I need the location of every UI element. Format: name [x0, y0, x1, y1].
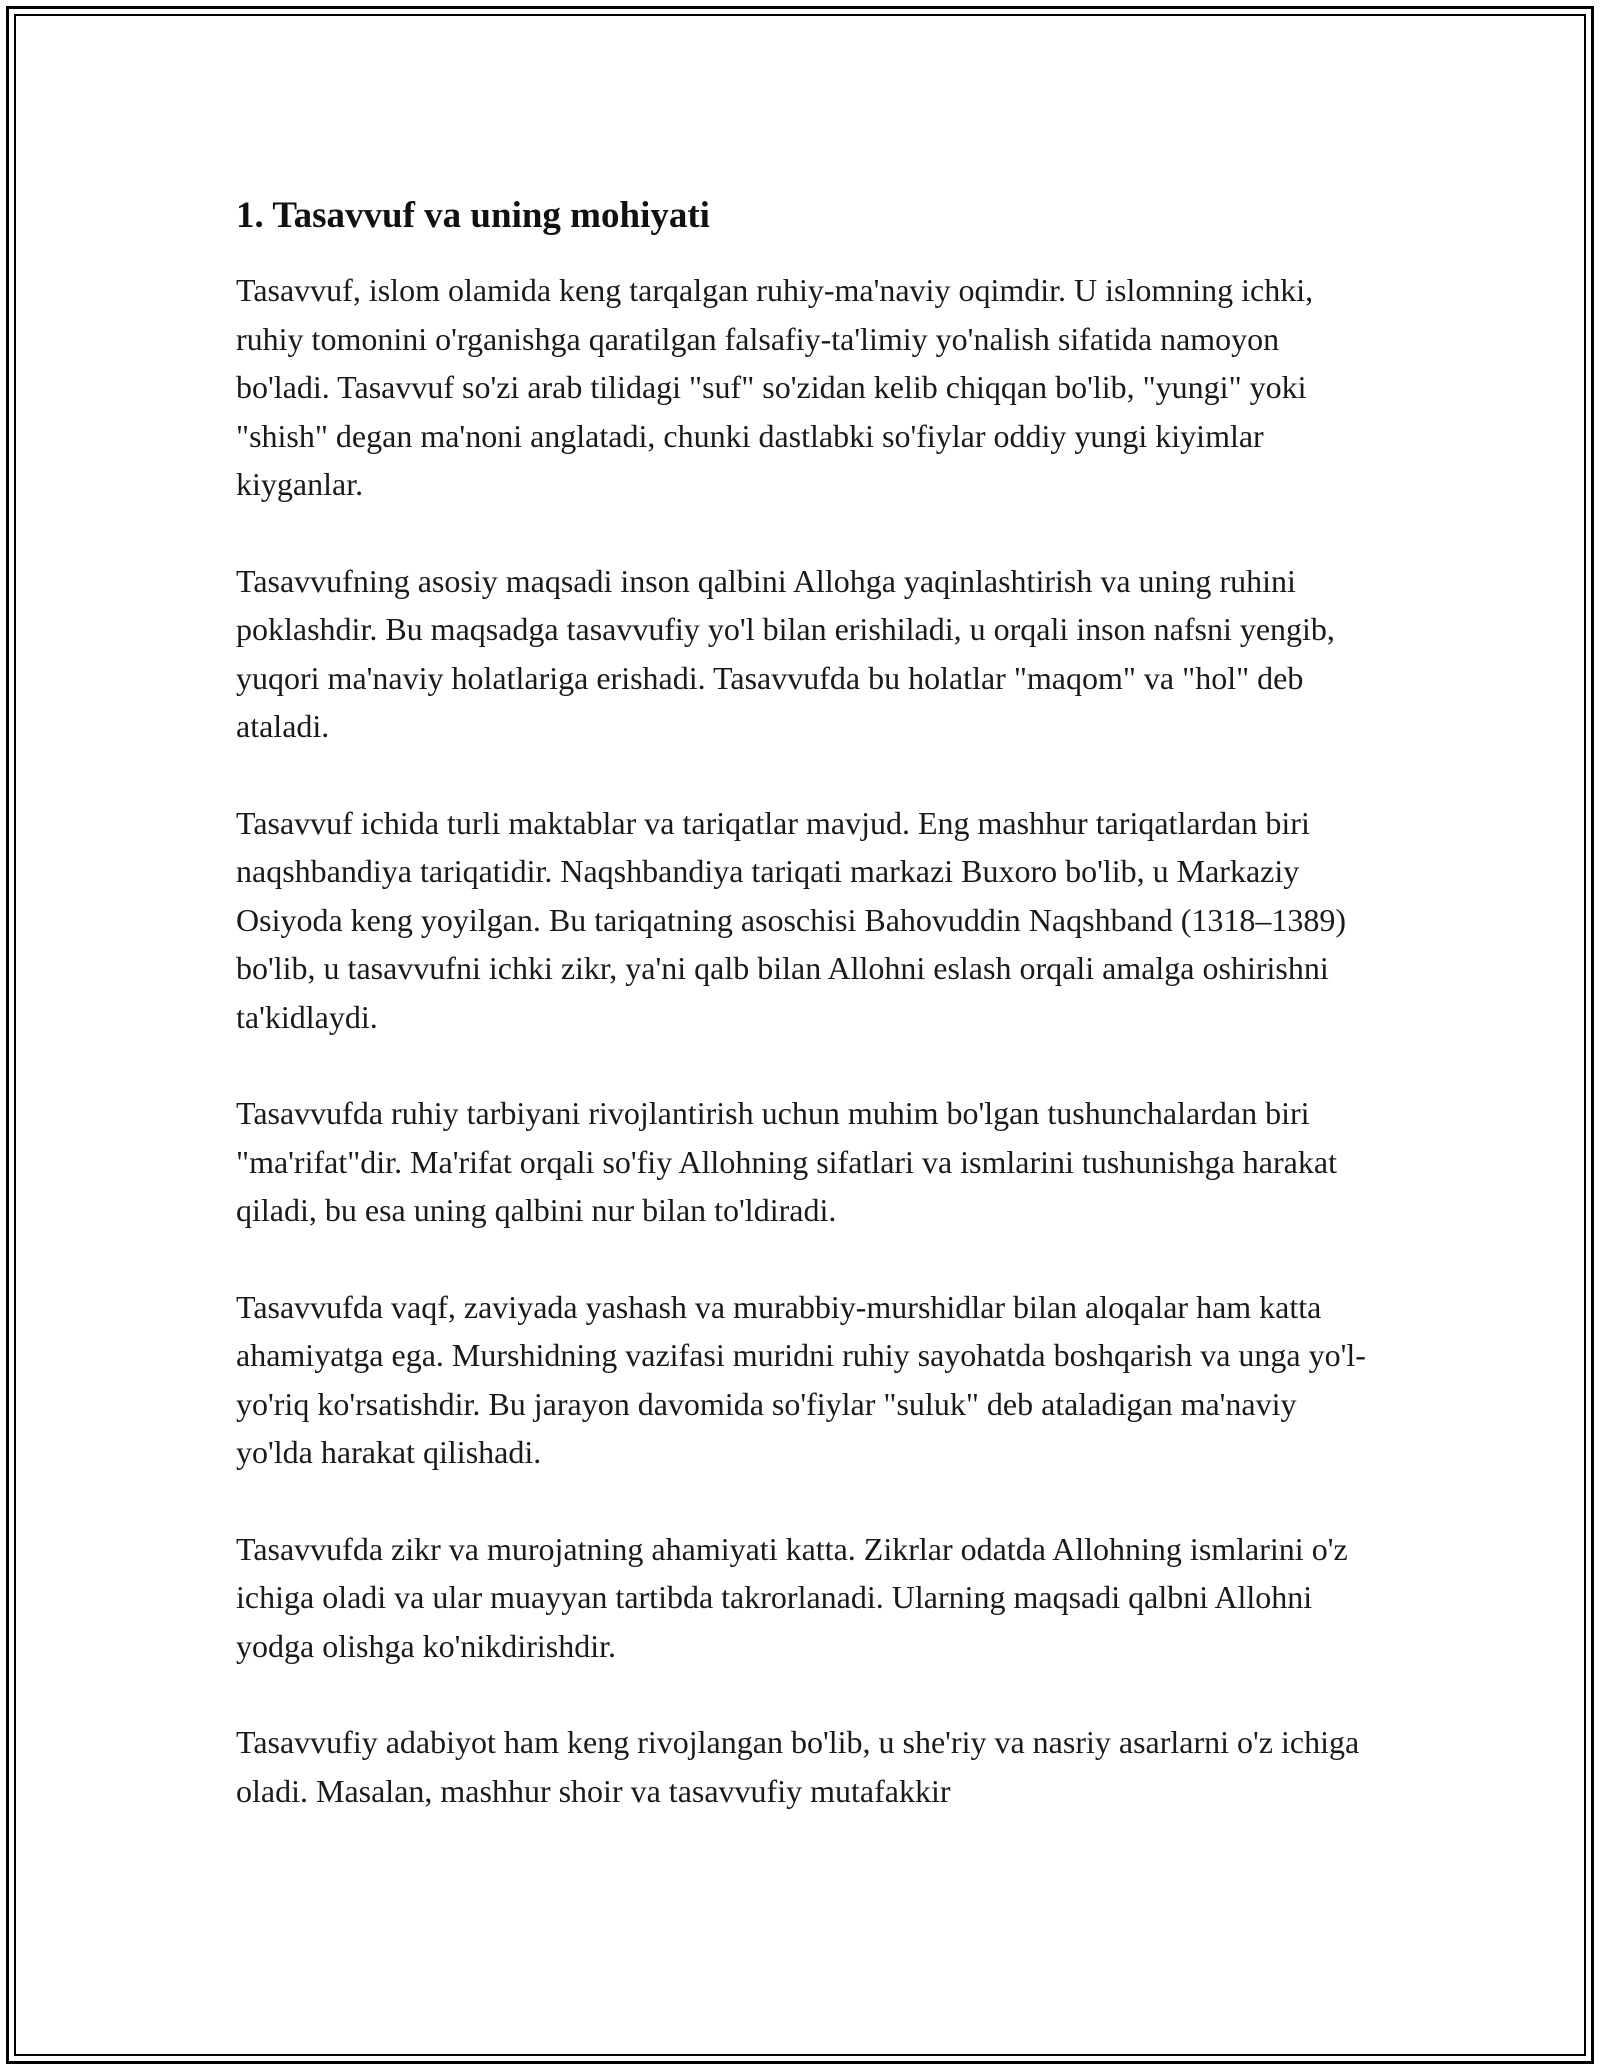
section-heading: 1. Tasavvuf va uning mohiyati — [236, 195, 710, 236]
paragraph-7: Tasavvufiy adabiyot ham keng rivojlangan bo'lib, u she'riy va nasriy asarlarni o'z ichiga oladi. Masalan, mashhur shoir va tasavvufiy mutafakkir — [236, 1724, 1360, 1809]
paragraph-6: Tasavvufda zikr va murojatning ahamiyati katta. Zikrlar odatda Allohning ismlarini o'z ichiga oladi va ular muayyan tartibda takrorlanadi. Ularning maqsadi qalbni Allohni yodga olishga ko'nikdirishdir. — [236, 1530, 1348, 1664]
document-body — [236, 188, 1376, 1863]
paragraph-5: Tasavvufda vaqf, zaviyada yashash va murabbiy-murshidlar bilan aloqalar ham katta ahamiyatga ega. Murshidning vazifasi muridni ruhiy sayohatda boshqarish va unga yo'l-yo'riq ko'rsatishdir. Bu jarayon davomida so'fiylar "suluk" deb ataladigan ma'naviy yo'lda harakat qilishadi. — [236, 1288, 1366, 1470]
paragraph-3: Tasavvuf ichida turli maktablar va tariqatlar mavjud. Eng mashhur tariqatlardan biri naqshbandiya tariqatidir. Naqshbandiya tariqati markazi Buxoro bo'lib, u Markaziy Osiyoda keng yoyilgan. Bu tariqatning asoschisi Bahovuddin Naqshband (1318–1389) bo'lib, u tasavvufni ichki zikr, ya'ni qalb bilan Allohni eslash orqali amalga oshirishni ta'kidlaydi. — [236, 804, 1347, 1035]
paragraph-2: Tasavvufning asosiy maqsadi inson qalbini Allohga yaqinlashtirish va uning ruhini poklashdir. Bu maqsadga tasavvufiy yo'l bilan erishiladi, u orqali inson nafsni yengib, yuqori ma'naviy holatlariga erishadi. Tasavvufda bu holatlar "maqom" va "hol" deb ataladi. — [236, 562, 1335, 744]
paragraph-4: Tasavvufda ruhiy tarbiyani rivojlantirish uchun muhim bo'lgan tushunchalardan biri "ma'rifat"dir. Ma'rifat orqali so'fiy Allohning sifatlari va ismlarini tushunishga harakat qiladi, bu esa uning qalbini nur bilan to'ldiradi. — [236, 1095, 1337, 1228]
paragraph-1: Tasavvuf, islom olamida keng tarqalgan ruhiy-ma'naviy oqimdir. U islomning ichki, ruhiy tomonini o'rganishga qaratilgan falsafiy-ta'limiy yo'nalish sifatida namoyon bo'ladi. Tasavvuf so'zi arab tilidagi "suf" so'zidan kelib chiqqan bo'lib, "yungi" yoki "shish" degan ma'noni anglatadi, chunki dastlabki so'fiylar oddiy yungi kiyimlar kiyganlar. — [236, 272, 1314, 502]
